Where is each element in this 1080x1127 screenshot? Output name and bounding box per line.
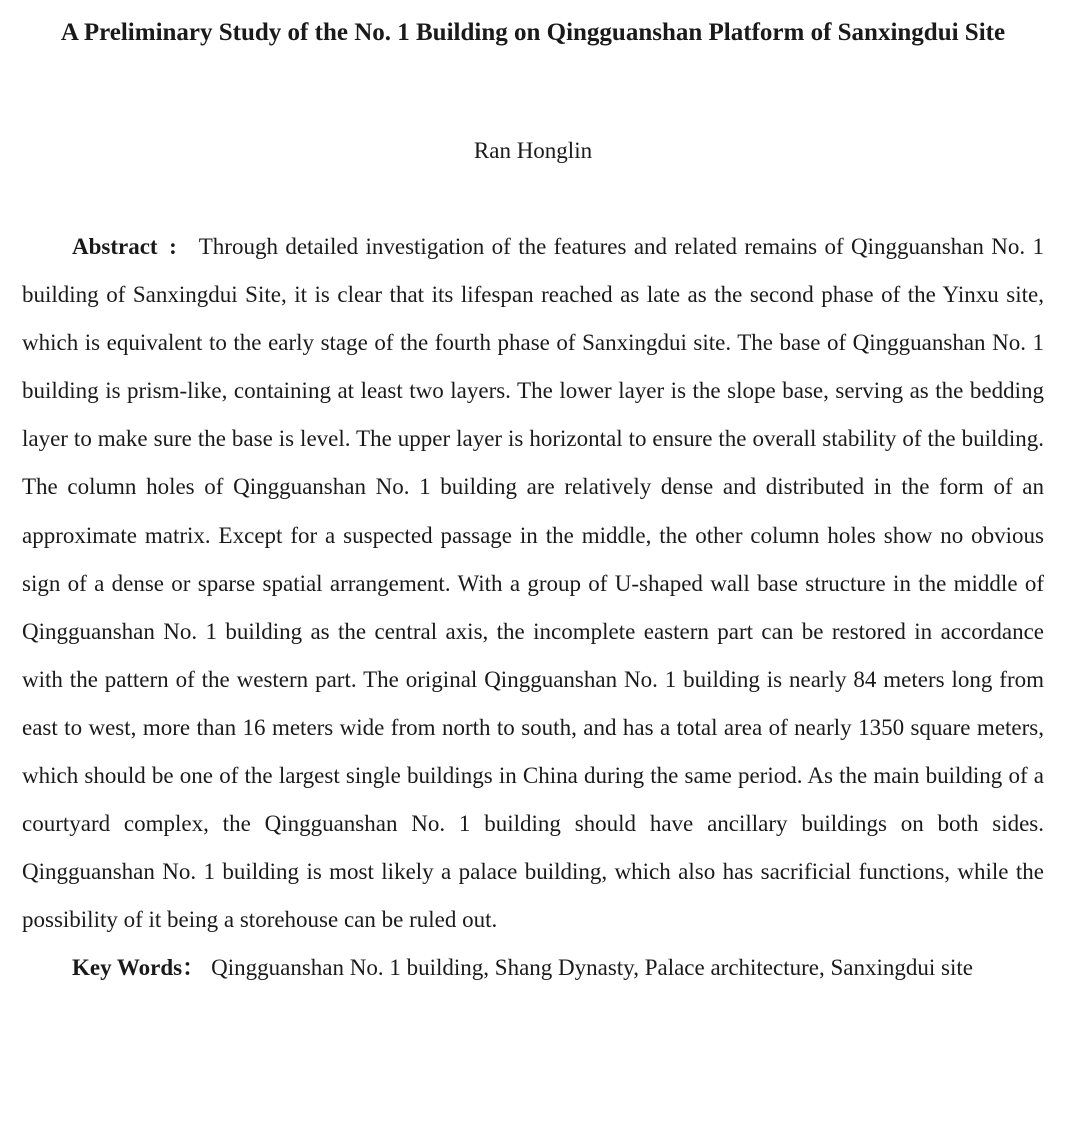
abstract-label: Abstract : <box>72 234 177 259</box>
keywords-label: Key Words： <box>72 955 206 981</box>
abstract-paragraph <box>22 223 1044 944</box>
keywords-paragraph <box>22 944 1044 992</box>
paper-page <box>22 0 1044 992</box>
keywords-text: Qingguanshan No. 1 building, Shang Dynasty, Palace architecture, Sanxingdui site <box>211 955 973 981</box>
paper-title: A Preliminary Study of the No. 1 Building on Qingguanshan Platform of Sanxingdui Site <box>60 19 1006 46</box>
author-name: Ran Honglin <box>473 138 593 163</box>
abstract-text: Through detailed investigation of the features and related remains of Qingguanshan No. 1 building of Sanxingdui Site, it is clear that its lifespan reached as late as the second phase of the Yinxu site, which is equivalent to the early stage of the fourth phase of Sanxingdui site. The base of Qingguanshan No. 1 building is prism-like, containing at least two layers. The lower layer is the slope base, serving as the bedding layer to make sure the base is level. The upper layer is horizontal to ensure the overall stability of the building. The column holes of Qingguanshan No. 1 building are relatively dense and distributed in the form of an approximate matrix. Except for a suspected passage in the middle, the other column holes show no obvious sign of a dense or sparse spatial arrangement. With a group of U-shaped wall base structure in the middle of Qingguanshan No. 1 building as the central axis, the incomplete eastern part can be restored in accordance with the pattern of the western part. The original Qingguanshan No. 1 building is nearly 84 meters long from east to west, more than 16 meters wide from north to south, and has a total area of nearly 1350 square meters, which should be one of the largest single buildings in China during the same period. As the main building of a courtyard complex, the Qingguanshan No. 1 building should have ancillary buildings on both sides. Qingguanshan No. 1 building is most likely a palace building, which also has sacrificial functions, while the possibility of it being a storehouse can be ruled out. <box>22 234 1044 933</box>
